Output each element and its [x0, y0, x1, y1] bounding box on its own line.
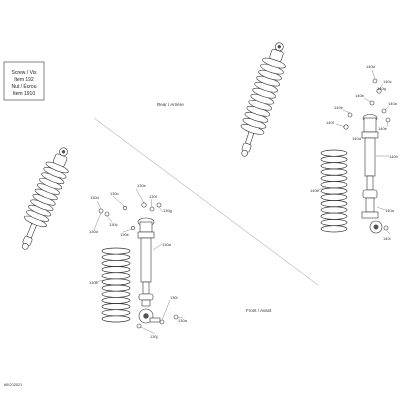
callout-140e-top: 140e: [334, 105, 343, 110]
callout-130d-top: 130d: [90, 195, 99, 200]
spring-turn: [321, 194, 347, 200]
front-spring: [102, 248, 130, 322]
legend-line-4: Item 1910: [12, 91, 36, 97]
spring-turn: [102, 297, 130, 303]
callout-130a-bottom: 130a: [178, 318, 187, 323]
rear-leader-lines: [318, 70, 390, 234]
callout-140b-spring: 140b: [310, 188, 319, 193]
section-label-rear: Rear / Arrière: [157, 102, 184, 107]
callout-130c-mid: 130c: [109, 222, 118, 227]
spring-turn: [102, 273, 130, 279]
legend-line-1: Screw / Vis: [11, 70, 37, 76]
rear-shock-assembled: [232, 39, 292, 160]
spring-turn: [321, 207, 347, 213]
document-number: 68C02021: [4, 382, 23, 387]
section-divider-line: [94, 118, 318, 285]
front-shock-assembled: [13, 144, 76, 254]
callout-140d-mid: 140d: [352, 136, 361, 141]
callout-140g: 140g: [377, 86, 386, 91]
legend-line-2: Item 192: [14, 77, 34, 83]
spring-turn: [102, 285, 130, 291]
front-damper-body: [138, 218, 160, 323]
spring-turn: [321, 169, 347, 175]
callout-130a-body: 130a: [162, 242, 171, 247]
callout-130j: 130j: [150, 334, 158, 339]
front-callouts: [89, 183, 188, 339]
spring-turn: [321, 150, 347, 156]
spring-turn: [321, 200, 347, 206]
spring-turn: [321, 213, 347, 219]
spring-turn: [102, 310, 130, 316]
spring-turn: [102, 291, 130, 297]
callout-140d-top: 140d: [366, 64, 375, 69]
spring-turn: [102, 304, 130, 310]
callout-140b-top: 140b: [355, 93, 364, 98]
spring-turn: [321, 188, 347, 194]
legend-line-3: Nut / Écrou: [11, 84, 37, 90]
callout-140e-mid: 140e: [378, 126, 387, 131]
legend-box: [4, 62, 44, 100]
spring-turn: [321, 226, 347, 232]
callout-140h: 140h: [389, 154, 398, 159]
spring-turn: [321, 156, 347, 162]
callout-130g: 130g: [163, 208, 172, 213]
spring-turn: [321, 175, 347, 181]
callout-130c-top: 130c: [110, 191, 119, 196]
callout-140a-bottom: 140a: [385, 208, 394, 213]
callout-140i: 140i: [383, 236, 391, 241]
callout-130e-mid: 130e: [120, 232, 129, 237]
spring-turn: [102, 279, 130, 285]
spring-turn: [321, 163, 347, 169]
spring-turn: [102, 316, 130, 322]
spring-turn: [102, 260, 130, 266]
rear-spring: [321, 150, 347, 232]
callout-140a-top: 140a: [388, 101, 397, 106]
callout-130f: 130f: [149, 194, 157, 199]
callout-140c: 140c: [383, 79, 392, 84]
section-label-front: Front / Avant: [246, 308, 272, 313]
spring-turn: [321, 182, 347, 188]
spring-turn: [102, 248, 130, 254]
callout-130d-mid: 130d: [89, 229, 98, 234]
callout-130b-spring: 130b: [89, 280, 98, 285]
callout-130i: 130i: [170, 295, 178, 300]
spring-turn: [102, 254, 130, 260]
rear-damper-body: [362, 115, 382, 234]
callout-140f: 140f: [326, 120, 334, 125]
callout-130e-top: 130e: [137, 183, 146, 188]
spring-turn: [102, 267, 130, 273]
spring-turn: [321, 219, 347, 225]
